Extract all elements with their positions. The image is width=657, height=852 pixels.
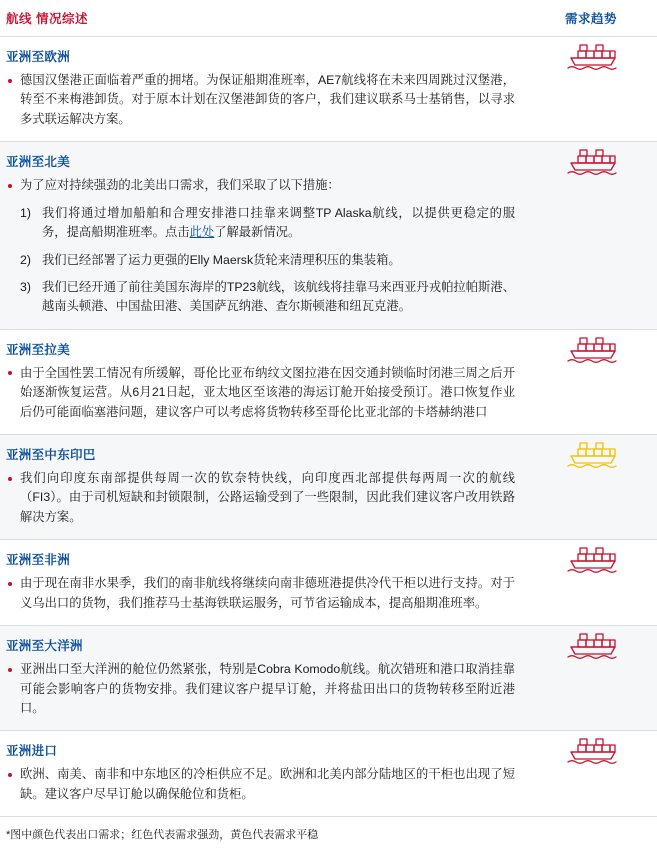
sub-list-text-after: 了解最新情况。: [214, 225, 301, 240]
bullet-text: 欧洲、南美、南非和中东地区的冷柜供应不足。欧洲和北美内部分陆地区的干柜也出现了短缺。建议客户尽早订舱以确保舱位和货柜。: [20, 767, 515, 801]
sub-list-number: 1): [20, 205, 31, 220]
list-item: [6, 469, 515, 527]
bullet-list: [6, 660, 515, 718]
table-row: [0, 731, 657, 817]
route-summary-body: [0, 37, 529, 141]
route-title: 亚洲至北美: [6, 155, 71, 170]
sub-list-text: 我们已经部署了运力更强的Elly Maersk货轮来清理积压的集装箱。: [42, 252, 401, 267]
route-summary-body: [0, 435, 529, 539]
sub-list-item: [20, 251, 515, 270]
route-title: 亚洲至欧洲: [6, 50, 71, 64]
list-item: [6, 364, 515, 422]
bullet-dot-icon: [8, 582, 12, 586]
route-summary-cell: [0, 626, 529, 731]
table-row: [0, 37, 657, 142]
route-title: 亚洲至中东印巴: [6, 448, 96, 463]
bullet-dot-icon: [8, 184, 12, 188]
list-item: [6, 176, 515, 317]
route-summary-cell: [0, 731, 529, 817]
list-item: [6, 574, 515, 613]
column-header-route: 航线 情况综述: [0, 0, 529, 37]
bullet-dot-icon: [8, 79, 12, 83]
demand-trend-cell: [529, 435, 657, 540]
route-summary-body: [0, 330, 529, 434]
bullet-list: [6, 176, 515, 317]
sub-list-text: 我们将通过增加船舶和合理安排港口挂靠来调整TP Alaska航线，以提供更稳定的服务，提高船期准班率。点击: [42, 205, 515, 240]
route-title: 亚洲进口: [6, 744, 58, 759]
table-row: [0, 626, 657, 731]
ship-icon-strong-red: [566, 330, 620, 364]
route-summary-body: [0, 626, 529, 730]
ship-icon-strong-red: [566, 626, 620, 660]
header-row: [0, 0, 657, 37]
bullet-list: [6, 574, 515, 613]
column-header-trend: 需求趋势: [529, 0, 657, 37]
bullet-list: [6, 71, 515, 129]
sub-list: [20, 204, 515, 317]
bullet-text: 我们向印度东南部提供每周一次的钦奈特快线，向印度西北部提供每两周一次的航线（FI3）。由于司机短缺和封锁限制，公路运输受到了一些限制，因此我们建议客户改用铁路解决方案。: [20, 471, 515, 524]
table-row: [0, 435, 657, 540]
bullet-dot-icon: [8, 668, 12, 672]
list-item: [6, 765, 515, 804]
demand-trend-cell: [529, 329, 657, 434]
bullet-dot-icon: [8, 773, 12, 777]
ship-icon-strong-red: [566, 540, 620, 574]
demand-trend-cell: [529, 540, 657, 626]
route-title: 亚洲至大洋洲: [6, 639, 83, 654]
sub-list-item: [20, 204, 515, 243]
sub-list-text: 我们已经开通了前往美国东海岸的TP23航线，该航线将挂靠马来西亚丹戎帕拉帕斯港、越南头顿港、中国盐田港、美国萨瓦纳港、查尔斯顿港和纽瓦克港。: [42, 279, 515, 314]
ship-icon-strong-red: [566, 37, 620, 71]
ship-icon-strong-red: [566, 142, 620, 176]
ship-icon-strong-red: [566, 731, 620, 765]
inline-link[interactable]: 此处: [189, 225, 215, 240]
table-body: [0, 37, 657, 817]
sub-list-number: 2): [20, 252, 31, 267]
bullet-text: 由于现在南非水果季，我们的南非航线将继续向南非德班港提供冷代干柜以进行支持。对于义乌出口的货物，我们推荐马士基海铁联运服务，可节省运输成本，提高船期准班率。: [20, 576, 515, 610]
footnote: *图中颜色代表出口需求；红色代表需求强劲，黄色代表需求平稳: [6, 829, 319, 842]
table-header: [0, 0, 657, 37]
route-summary-cell: [0, 435, 529, 540]
bullet-text: 德国汉堡港正面临着严重的拥堵。为保证船期准班率，AE7航线将在未来四周跳过汉堡港，转至不来梅港卸货。对于原本计划在汉堡港卸货的客户，我们建议联系马士基销售，以寻求多式联运解决方案。: [20, 73, 515, 126]
bullet-dot-icon: [8, 477, 12, 481]
route-summary-cell: [0, 142, 529, 330]
demand-trend-cell: [529, 731, 657, 817]
bullet-text: 为了应对持续强劲的北美出口需求，我们采取了以下措施：: [20, 178, 340, 193]
route-title: 亚洲至拉美: [6, 342, 71, 357]
table-row: [0, 329, 657, 434]
bullet-list: [6, 765, 515, 804]
demand-trend-cell: [529, 626, 657, 731]
list-item: [6, 71, 515, 129]
route-summary-body: [0, 731, 529, 816]
sub-list-number: 3): [20, 279, 31, 294]
demand-trend-cell: [529, 37, 657, 142]
demand-trend-cell: [529, 142, 657, 330]
table-row: [0, 540, 657, 626]
route-summary-cell: [0, 540, 529, 626]
list-item: [6, 660, 515, 718]
route-summary-body: [0, 540, 529, 625]
sub-list-item: [20, 278, 515, 317]
table-row: [0, 142, 657, 330]
bullet-dot-icon: [8, 371, 12, 375]
bullet-list: [6, 364, 515, 422]
bullet-text: 亚洲出口至大洋洲的舱位仍然紧张，特别是Cobra Komodo航线。航次错班和港口取消挂靠可能会影响客户的货物安排。我们建议客户提早订舱，并将盐田出口的货物转移至附近港口。: [20, 662, 515, 716]
route-summary-cell: [0, 37, 529, 142]
route-summary-cell: [0, 329, 529, 434]
route-summary-body: [0, 142, 529, 329]
bullet-text: 由于全国性罢工情况有所缓解，哥伦比亚布纳纹文图拉港在因交通封锁临时闭港三周之后开始逐渐恢复运营。从6月21日起，亚太地区至该港的海运订舱开始接受预订。港口恢复作业后仍可能面临塞港问题，建议客户可以考虑将货物转移至哥伦比亚北部的卡塔赫纳港口: [20, 365, 515, 419]
ship-icon-stable-yellow: [566, 435, 620, 469]
route-title: 亚洲至非洲: [6, 553, 71, 568]
bullet-list: [6, 469, 515, 527]
